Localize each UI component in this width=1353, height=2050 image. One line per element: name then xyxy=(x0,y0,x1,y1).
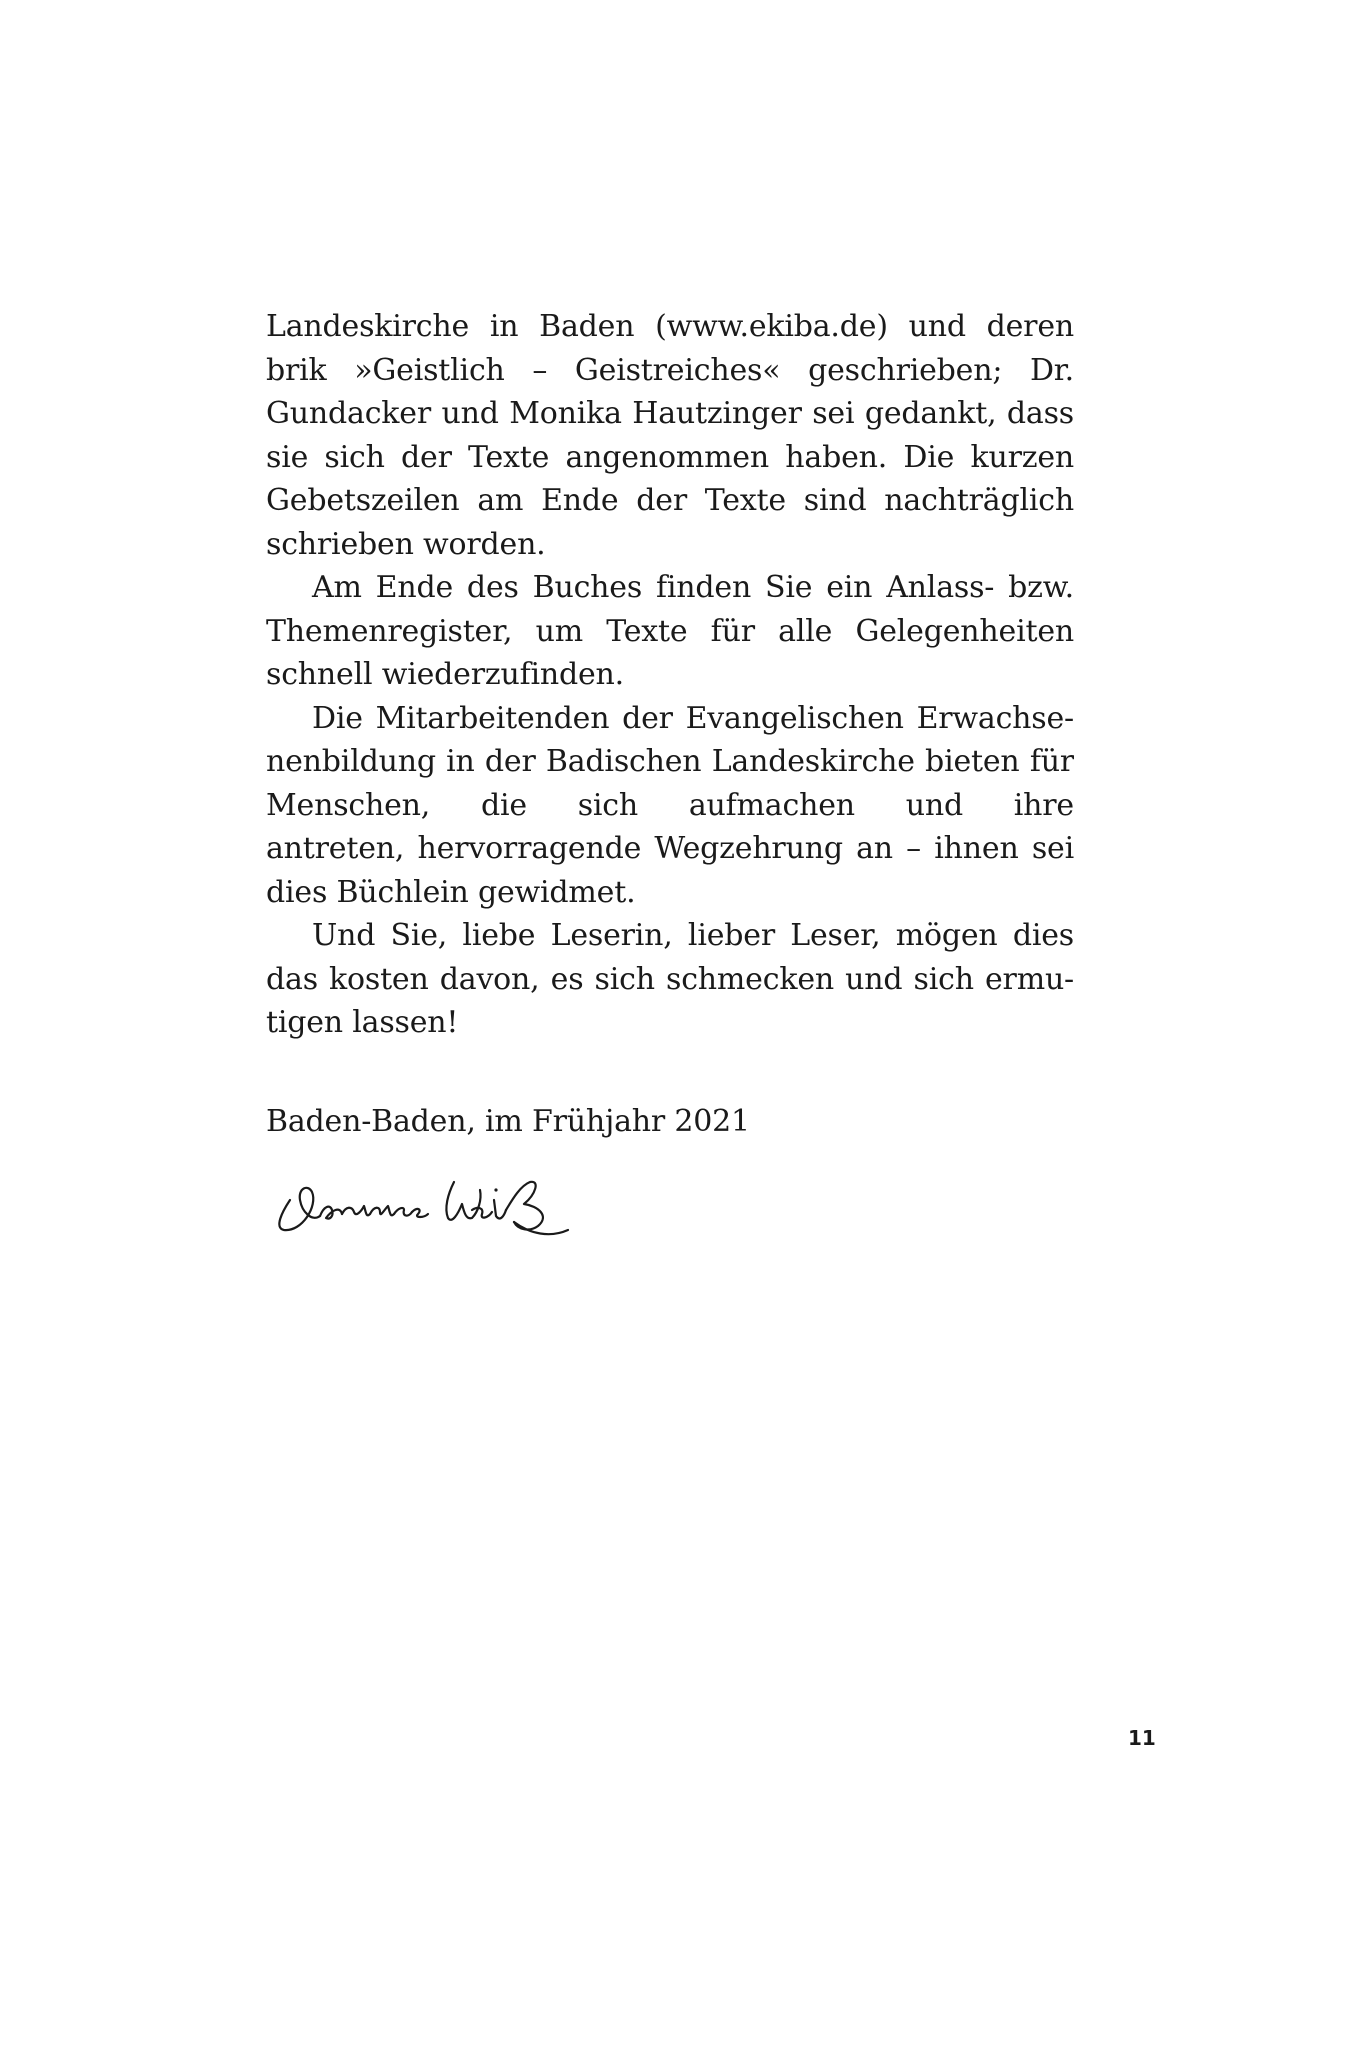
text-line-4: sie sich der Texte angenommen haben. Die kurzen xyxy=(266,439,1074,475)
text-line-2: brik »Geistlich – Geistreiches« geschrieben; Dr. xyxy=(266,352,1074,388)
text-line-13: antreten, hervorragende Wegzehrung an – ihnen sei xyxy=(266,831,1074,866)
text-line-17: tigen lassen! xyxy=(266,1005,459,1040)
text-line-1: Landeskirche in Baden (www.ekiba.de) und deren xyxy=(266,309,1074,344)
text-line-7: Am Ende des Buches finden Sie ein Anlass- bzw. xyxy=(312,570,1074,605)
handwritten-signature xyxy=(268,1160,578,1240)
text-line-5: Gebetszeilen am Ende der Texte sind nachträglich xyxy=(266,483,1074,518)
text-line-15: Und Sie, liebe Leserin, lieber Leser, mögen dies xyxy=(312,918,1074,953)
text-line-11: nenbildung in der Badischen Landeskirche bieten für xyxy=(266,744,1074,779)
text-line-10: Die Mitarbeitenden der Evangelischen Erwachse- xyxy=(312,700,1074,736)
body-text xyxy=(266,305,1074,1045)
text-line-8: Themenregister, um Texte für alle Gelegenheiten xyxy=(266,613,1074,649)
text-line-12: Menschen, die sich aufmachen und ihre xyxy=(266,787,1074,823)
place-date: Baden-Baden, im Frühjahr 2021 xyxy=(266,1104,750,1139)
text-line-6: schrieben worden. xyxy=(266,526,546,562)
text-line-9: schnell wiederzufinden. xyxy=(266,657,625,692)
text-line-3: Gundacker und Monika Hautzinger sei gedankt, dass xyxy=(266,396,1074,431)
text-line-16: das kosten davon, es sich schmecken und sich ermu- xyxy=(266,961,1074,997)
text-line-14: dies Büchlein gewidmet. xyxy=(266,874,636,910)
page-number: 11 xyxy=(1128,1726,1156,1750)
